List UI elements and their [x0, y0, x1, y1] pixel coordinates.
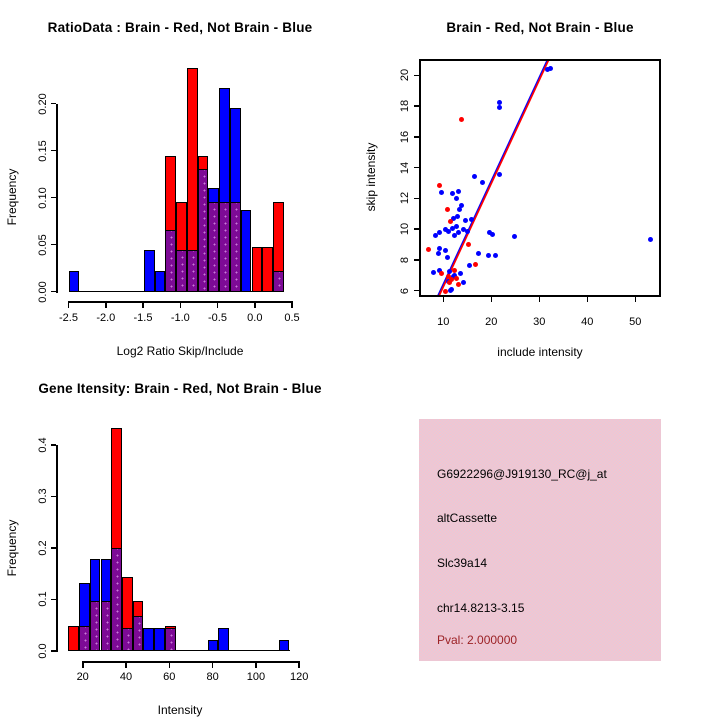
x-tick [491, 297, 493, 302]
scatter-point-red [473, 262, 478, 267]
scatter-point-blue [454, 224, 459, 229]
y-tick [51, 444, 57, 446]
histogram-bar-blue [143, 628, 154, 651]
histogram-bar-red [68, 626, 79, 651]
y-axis [56, 104, 58, 293]
scatter-point-blue [497, 172, 502, 177]
y-tick-label: 12 [398, 192, 411, 205]
x-tick [539, 297, 541, 302]
y-tick-label: 14 [398, 161, 411, 174]
y-tick [414, 228, 420, 230]
histogram-bar-red [262, 247, 273, 292]
histogram-overlap-bar [219, 202, 230, 292]
scatter-point-blue [437, 246, 442, 251]
scatter-point-blue [486, 253, 491, 258]
scatter-point-blue [454, 196, 459, 201]
scatter-point-blue [431, 270, 436, 275]
y-tick [51, 496, 57, 498]
scatter-y-axis-label: skip intensity [364, 142, 378, 212]
x-tick-label: 100 [246, 671, 266, 683]
info-locus: chr14.8213-3.15 [437, 601, 525, 615]
histogram-bar-blue [241, 210, 252, 292]
x-tick-label: 0.0 [247, 312, 263, 324]
y-tick [51, 103, 57, 105]
y-tick-label: 16 [398, 130, 411, 143]
scatter-point-blue [452, 233, 457, 238]
y-tick [51, 150, 57, 152]
scatter-point-red [443, 289, 448, 294]
scatter-fit-lines [421, 61, 659, 295]
y-tick [51, 197, 57, 199]
x-tick [125, 663, 127, 668]
y-tick [414, 198, 420, 200]
y-tick-label: 8 [398, 256, 411, 263]
y-tick [414, 290, 420, 292]
scatter-x-axis-label: include intensity [497, 345, 583, 359]
histogram-overlap-bar [176, 250, 187, 291]
y-tick [51, 599, 57, 601]
gene-info-box [419, 419, 661, 661]
scatter-point-blue [476, 251, 481, 256]
x-tick-label: 20 [76, 671, 89, 683]
x-tick [254, 303, 256, 308]
info-pval: Pval: 2.000000 [437, 633, 518, 647]
x-tick-label: -2.5 [59, 312, 78, 324]
x-tick [180, 303, 182, 308]
gene-histogram-y-axis-label: Frequency [5, 519, 19, 577]
y-tick [51, 547, 57, 549]
info-probe-id: G6922296@J919130_RC@j_at [437, 467, 607, 481]
histogram-bar-blue [208, 640, 219, 651]
x-axis [82, 661, 301, 663]
histogram-overlap-bar [133, 616, 144, 651]
y-tick [414, 75, 420, 77]
gene-histogram-x-axis-label: Intensity [157, 703, 203, 717]
histogram-overlap-bar [122, 628, 133, 651]
x-tick-label: 40 [581, 315, 594, 328]
y-tick [51, 650, 57, 652]
y-tick [414, 167, 420, 169]
histogram-bar-blue [155, 271, 166, 292]
histogram-bar-blue [144, 250, 155, 291]
histogram-bar-blue [218, 628, 229, 651]
y-tick-label: 6 [398, 287, 411, 294]
scatter-point-red [452, 268, 457, 273]
y-tick-label: 0.10 [37, 186, 49, 209]
scatter-point-blue [497, 100, 502, 105]
x-tick-label: 0.5 [284, 312, 300, 324]
scatter-point-red [445, 207, 450, 212]
y-tick-label: 0.2 [37, 540, 49, 556]
x-tick-label: -1.5 [133, 312, 153, 324]
histogram-overlap-bar [208, 202, 219, 292]
scatter-point-red [456, 282, 461, 287]
x-tick-label: 20 [485, 315, 498, 328]
ratio-histogram-x-axis-label: Log2 Ratio Skip/Include [116, 344, 244, 358]
y-tick-label: 20 [398, 69, 411, 82]
x-tick [635, 297, 637, 302]
histogram-overlap-bar [198, 169, 209, 292]
histogram-overlap-bar [79, 626, 90, 651]
scatter-point-red [454, 276, 459, 281]
scatter-point-red [439, 271, 444, 276]
scatter-point-red [437, 183, 442, 188]
y-tick-label: 0.0 [37, 643, 49, 659]
histogram-overlap-bar [230, 202, 241, 292]
x-tick [291, 303, 293, 308]
x-tick-label: -2.0 [96, 312, 116, 324]
panel-gene-info [360, 360, 720, 720]
scatter-point-blue [469, 217, 474, 222]
y-tick-label: 0.20 [37, 92, 49, 115]
panel-gene-histogram [0, 360, 360, 720]
x-tick [142, 303, 144, 308]
x-tick-label: 10 [437, 315, 450, 328]
histogram-bar-blue [279, 640, 290, 651]
ratio-histogram-title: RatioData : Brain - Red, Not Brain - Blue [47, 20, 313, 35]
histogram-overlap-bar [90, 601, 101, 650]
x-tick-label: 120 [290, 671, 309, 683]
y-tick [51, 244, 57, 246]
x-tick [82, 663, 84, 668]
y-tick-label: 0.15 [37, 139, 49, 162]
x-tick-label: 30 [533, 315, 546, 328]
histogram-overlap-bar [273, 271, 284, 292]
scatter-point-blue [457, 207, 462, 212]
scatter-point-red [448, 219, 453, 224]
y-tick [414, 105, 420, 107]
x-tick [169, 663, 171, 668]
y-tick-label: 0.05 [37, 233, 49, 256]
y-tick [414, 136, 420, 138]
histogram-overlap-bar [101, 601, 112, 650]
info-gene-symbol: Slc39a14 [437, 556, 488, 570]
x-tick-label: -1.0 [170, 312, 190, 324]
y-tick [51, 291, 57, 293]
x-tick-label: 80 [206, 671, 219, 683]
scatter-point-red [426, 247, 431, 252]
x-tick [217, 303, 219, 308]
scatter-point-blue [448, 288, 453, 293]
histogram-bar-blue [154, 628, 165, 651]
x-tick [255, 663, 257, 668]
scatter-point-blue [461, 280, 466, 285]
scatter-point-red [466, 242, 471, 247]
ratio-histogram-y-axis-label: Frequency [5, 168, 19, 226]
y-tick-label: 0.3 [37, 488, 49, 504]
info-splice-type: altCassette [437, 511, 498, 525]
histogram-overlap-bar [165, 230, 176, 292]
scatter-point-blue [512, 234, 517, 239]
x-tick [298, 663, 300, 668]
x-tick-label: -0.5 [208, 312, 227, 324]
x-tick [68, 303, 70, 308]
histogram-overlap-bar [187, 250, 198, 291]
x-tick [212, 663, 214, 668]
gene-histogram-title: Gene Itensity: Brain - Red, Not Brain - Blue [38, 381, 322, 396]
histogram-overlap-bar [165, 628, 176, 651]
y-tick-label: 0.1 [37, 591, 49, 607]
y-tick-label: 10 [398, 222, 411, 236]
y-tick-label: 0.4 [37, 437, 49, 453]
x-tick [587, 297, 589, 302]
scatter-point-blue [493, 253, 498, 258]
x-tick [105, 303, 107, 308]
scatter-title: Brain - Red, Not Brain - Blue [446, 20, 634, 35]
histogram-bar-blue [69, 271, 80, 292]
y-tick [414, 259, 420, 261]
x-tick-label: 60 [163, 671, 176, 683]
x-tick-label: 40 [119, 671, 133, 683]
x-tick [443, 297, 445, 302]
y-tick-label: 0.00 [37, 280, 49, 303]
y-axis [56, 445, 58, 652]
histogram-overlap-bar [111, 548, 122, 651]
scatter-point-blue [455, 214, 460, 219]
histogram-bar-red [252, 247, 263, 292]
x-tick-label: 50 [629, 315, 642, 328]
y-tick-label: 18 [398, 99, 411, 113]
